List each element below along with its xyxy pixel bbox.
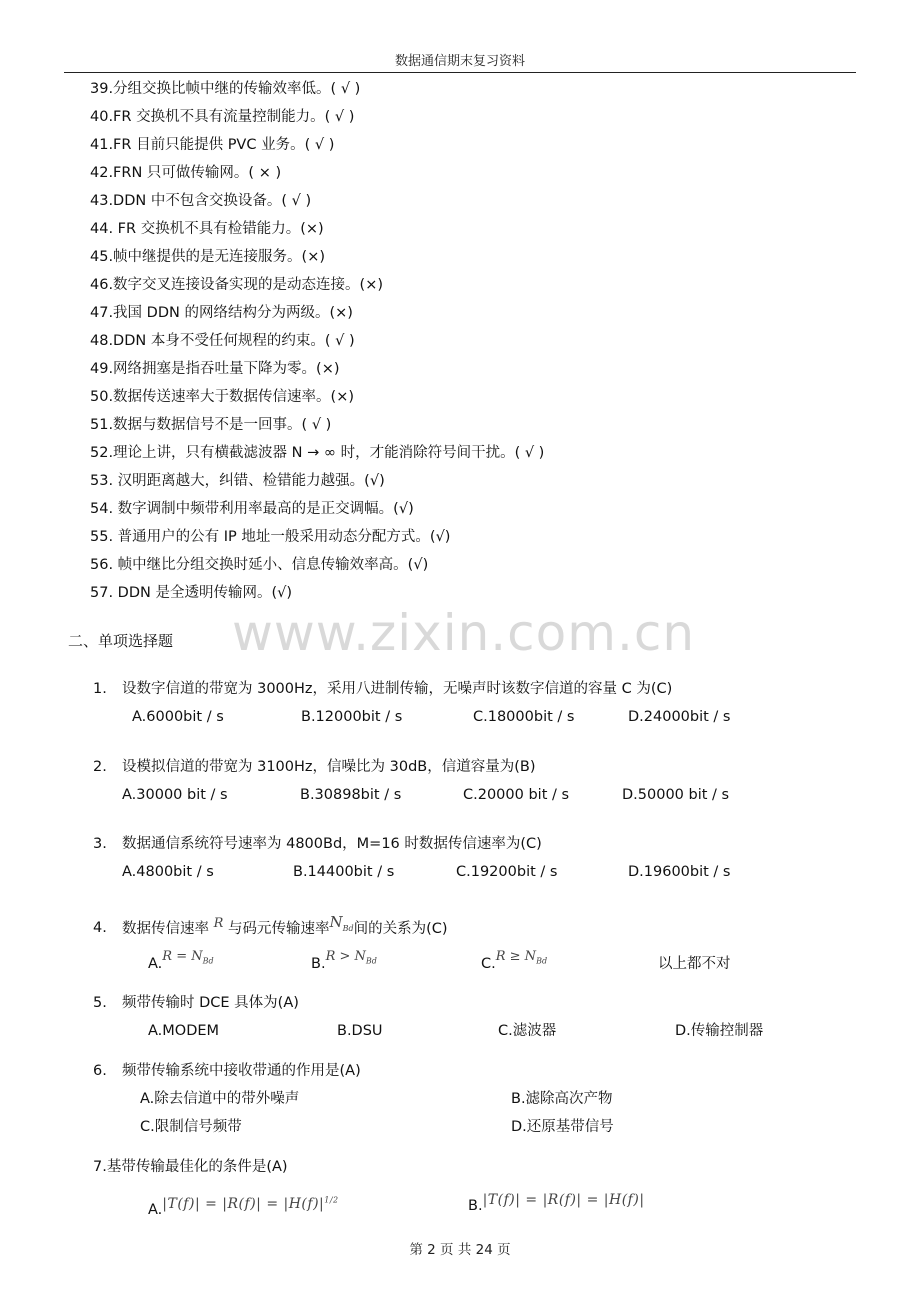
option-label: B. (468, 1198, 483, 1214)
header-divider (64, 72, 856, 73)
option-d: D.50000 bit / s (622, 787, 730, 803)
tf-item: 46.数字交叉连接设备实现的是动态连接。(×) (90, 277, 384, 293)
formula-subscript: Bd (536, 956, 548, 966)
page-footer: 第 2 页 共 24 页 (409, 1242, 511, 1258)
tf-item: 42.FRN 只可做传输网。( × ) (90, 165, 282, 181)
question-text (122, 912, 448, 939)
option-a (148, 950, 214, 976)
formula-subscript: Bd (202, 956, 214, 966)
question-text-part: 间的关系为(C) (353, 921, 448, 937)
option-formula (496, 949, 547, 964)
option-formula (162, 949, 213, 964)
tf-item: 45.帧中继提供的是无连接服务。(×) (90, 249, 326, 265)
option-a: A.30000 bit / s (122, 787, 228, 803)
option-a: A.6000bit / s (132, 709, 224, 725)
option-b: B.14400bit / s (293, 864, 395, 880)
tf-item: 57. DDN 是全透明传输网。(√) (90, 585, 293, 601)
option-b: B.滤除高次产物 (511, 1091, 613, 1107)
formula-superscript: 1/2 (324, 1195, 339, 1204)
formula-subscript: Bd (365, 956, 377, 966)
page-header: 数据通信期末复习资料 (394, 54, 525, 69)
option-b: B.30898bit / s (300, 787, 402, 803)
section-title: 二、单项选择题 (68, 632, 174, 650)
tf-item: 44. FR 交换机不具有检错能力。(×) (90, 221, 324, 237)
option-d: 以上都不对 (658, 956, 731, 972)
symbol-r: R (213, 916, 224, 931)
option-b: B.12000bit / s (301, 709, 403, 725)
option-b (311, 950, 377, 976)
option-label: B. (311, 956, 326, 972)
question-number: 3. (93, 836, 107, 852)
question-number: 5. (93, 995, 107, 1011)
option-label: A. (148, 956, 163, 972)
question-text: 频带传输时 DCE 具体为(A) (122, 995, 299, 1011)
option-c: C.18000bit / s (473, 709, 575, 725)
formula-text: R ≥ N (495, 949, 537, 964)
tf-item: 53. 汉明距离越大，纠错、检错能力越强。(√) (90, 473, 385, 489)
tf-item: 52.理论上讲，只有横截滤波器 N → ∞ 时，才能消除符号间干扰。( √ ) (90, 445, 545, 461)
tf-item: 48.DDN 本身不受任何规程的约束。( √ ) (90, 333, 355, 349)
option-b (468, 1190, 645, 1214)
tf-item: 54. 数字调制中频带利用率最高的是正交调幅。(√) (90, 501, 414, 517)
option-b: B.DSU (337, 1023, 383, 1039)
question-number: 2. (93, 759, 107, 775)
option-formula (162, 1196, 338, 1212)
option-formula (326, 949, 377, 964)
option-label: A. (148, 1201, 163, 1218)
option-c (481, 950, 547, 976)
option-c: C.滤波器 (498, 1023, 557, 1039)
symbol-subscript: Bd (342, 924, 354, 933)
question-number: 4. (93, 920, 107, 936)
option-a (148, 1190, 339, 1218)
question-text-part: 数据传信速率 (122, 921, 209, 937)
option-d: D.19600bit / s (628, 864, 731, 880)
option-a: A.除去信道中的带外噪声 (140, 1091, 300, 1107)
question-text: 7.基带传输最佳化的条件是(A) (93, 1159, 288, 1175)
question-text: 设数字信道的带宽为 3000Hz，采用八进制传输，无噪声时该数字信道的容量 C 为(C) (122, 681, 673, 697)
tf-item: 50.数据传送速率大于数据传信速率。(×) (90, 389, 355, 405)
formula-text: |T(f)| = |R(f)| = |H(f)| (162, 1195, 325, 1212)
tf-item: 55. 普通用户的公有 IP 地址一般采用动态分配方式。(√) (90, 529, 451, 545)
option-a: A.MODEM (148, 1023, 220, 1039)
question-number: 1. (93, 681, 107, 697)
symbol-n: N (329, 913, 343, 931)
question-number: 6. (93, 1063, 107, 1079)
tf-item: 40.FR 交换机不具有流量控制能力。( √ ) (90, 109, 355, 125)
tf-item: 49.网络拥塞是指吞吐量下降为零。(×) (90, 361, 340, 377)
question-text: 频带传输系统中接收带通的作用是(A) (122, 1063, 361, 1079)
tf-item: 51.数据与数据信号不是一回事。( √ ) (90, 417, 332, 433)
symbol-n-bd (330, 913, 354, 931)
option-d: D.24000bit / s (628, 709, 731, 725)
option-d: D.还原基带信号 (511, 1119, 614, 1135)
tf-item: 47.我国 DDN 的网络结构分为两级。(×) (90, 305, 353, 321)
option-d: D.传输控制器 (675, 1023, 764, 1039)
tf-item: 41.FR 目前只能提供 PVC 业务。( √ ) (90, 137, 335, 153)
formula-text: R = N (162, 949, 203, 964)
tf-item: 43.DDN 中不包含交换设备。( √ ) (90, 193, 312, 209)
question-text: 数据通信系统符号速率为 4800Bd，M=16 时数据传信速率为(C) (122, 836, 542, 852)
question-text-part: 与码元传输速率 (228, 921, 330, 937)
tf-item: 39.分组交换比帧中继的传输效率低。( √ ) (90, 81, 361, 97)
option-label: C. (481, 956, 496, 972)
watermark: www.zixin.com.cn (232, 604, 696, 662)
option-c: C.限制信号频带 (140, 1119, 242, 1135)
option-formula: |T(f)| = |R(f)| = |H(f)| (482, 1192, 645, 1208)
tf-item: 56. 帧中继比分组交换时延小、信息传输效率高。(√) (90, 557, 429, 573)
option-a: A.4800bit / s (122, 864, 214, 880)
option-c: C.19200bit / s (456, 864, 558, 880)
option-c: C.20000 bit / s (463, 787, 570, 803)
question-text: 设模拟信道的带宽为 3100Hz，信噪比为 30dB，信道容量为(B) (122, 759, 536, 775)
formula-text: R > N (325, 949, 366, 964)
